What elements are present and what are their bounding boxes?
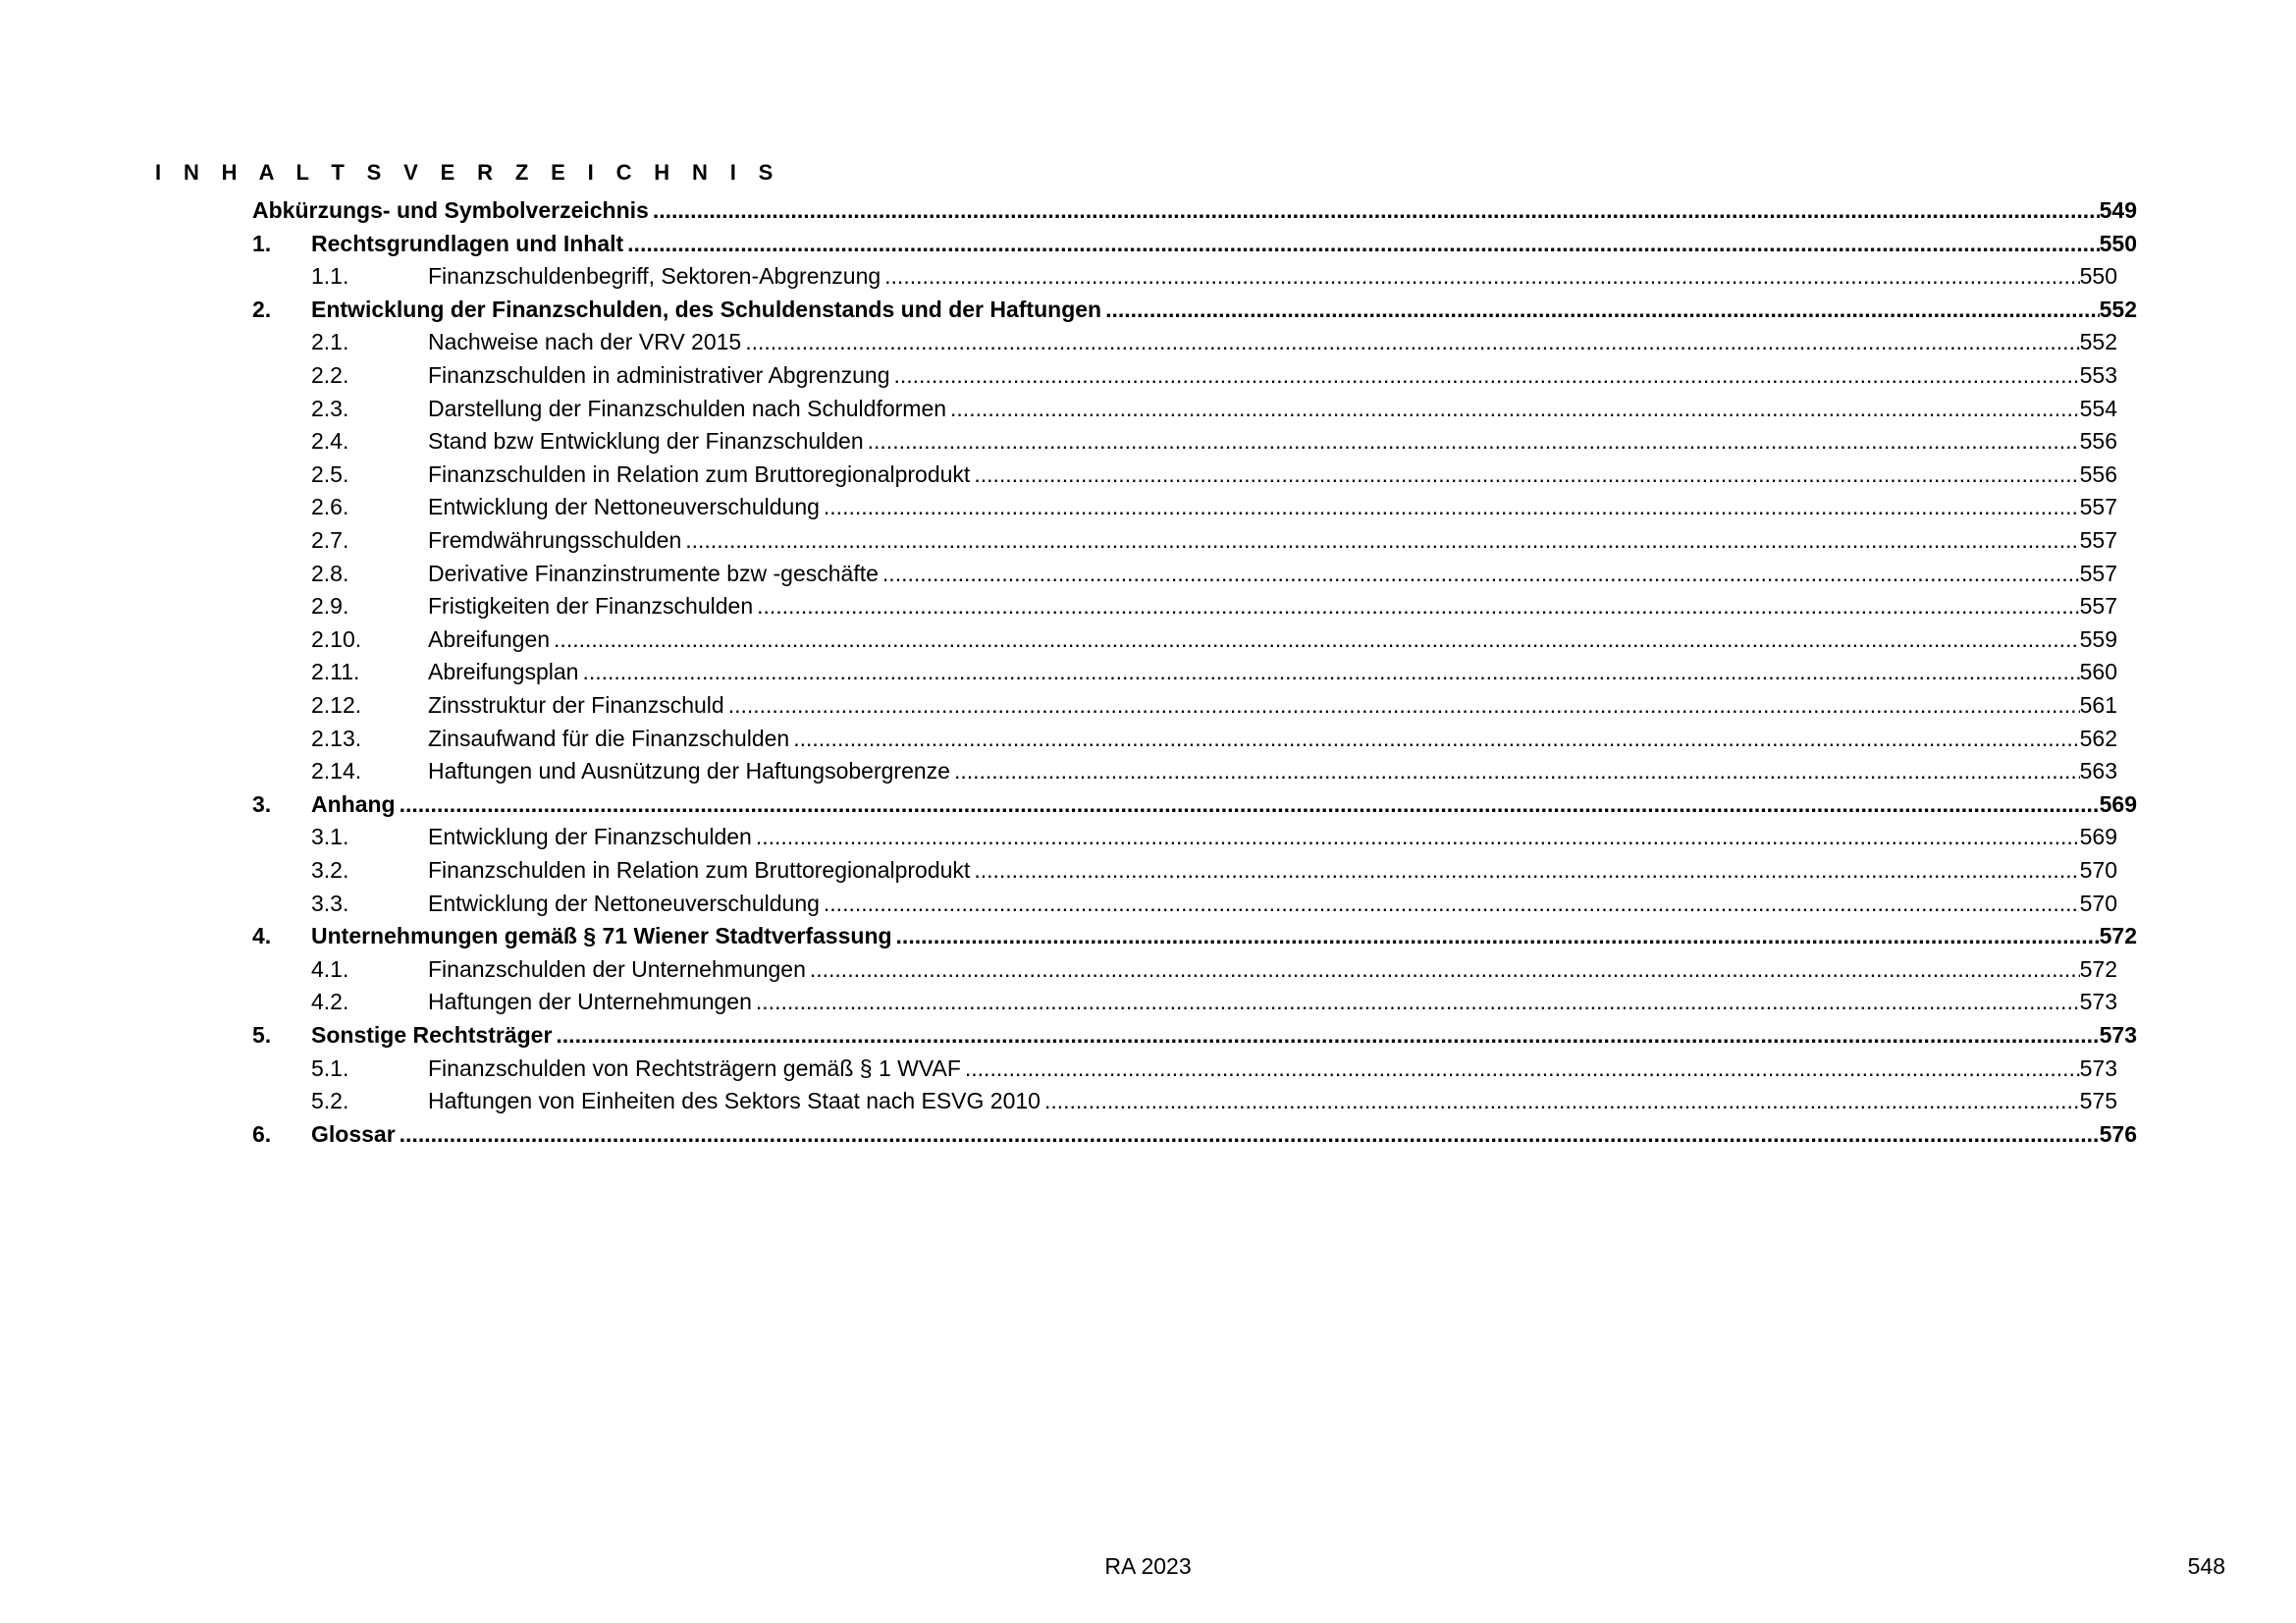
toc-entry-page: 557 bbox=[2079, 560, 2117, 586]
toc-entry-page: 575 bbox=[2079, 1088, 2117, 1114]
toc-entry-number: 1. bbox=[252, 230, 272, 256]
toc-entry-number: 2.8. bbox=[311, 560, 349, 586]
toc-entry-number: 1.1. bbox=[311, 263, 349, 290]
toc-entry-title: Entwicklung der Finanzschulden, des Schuldenstands und der Haftungen bbox=[311, 296, 1102, 322]
toc-entry-number: 2.9. bbox=[311, 593, 349, 620]
toc-entry-page: 554 bbox=[2079, 395, 2117, 421]
toc-entry-title: Finanzschuldenbegriff, Sektoren-Abgrenzung bbox=[428, 263, 881, 290]
toc-entry-title: Haftungen der Unternehmungen bbox=[428, 989, 752, 1015]
toc-entry-page: 569 bbox=[2079, 824, 2117, 850]
toc-entry-number: 2.4. bbox=[311, 428, 349, 455]
toc-section-entry[interactable] bbox=[311, 887, 2117, 920]
toc-entry-title: Glossar bbox=[311, 1120, 396, 1147]
toc-entry-title: Finanzschulden in Relation zum Bruttoregionalprodukt bbox=[428, 460, 971, 487]
toc-chapter-entry[interactable] bbox=[252, 1117, 2137, 1151]
toc-section-entry[interactable] bbox=[311, 688, 2117, 722]
toc-entry-number: 4.2. bbox=[311, 989, 349, 1015]
toc-entry-title: Zinsstruktur der Finanzschuld bbox=[428, 692, 724, 718]
toc-entry-page: 569 bbox=[2099, 790, 2137, 817]
toc-section-entry[interactable] bbox=[311, 853, 2117, 887]
toc-chapter-entry[interactable] bbox=[252, 293, 2137, 326]
toc-dot-leader bbox=[627, 227, 2099, 260]
toc-entry-title: Haftungen und Ausnützung der Haftungsobergrenze bbox=[428, 758, 950, 784]
toc-chapter-entry[interactable] bbox=[252, 1018, 2137, 1052]
toc-section-entry[interactable] bbox=[311, 458, 2117, 491]
toc-section-entry[interactable] bbox=[311, 259, 2117, 293]
toc-dot-leader bbox=[884, 259, 2079, 293]
toc-entry-number: 2.5. bbox=[311, 460, 349, 487]
toc-entry-title: Darstellung der Finanzschulden nach Schuldformen bbox=[428, 395, 947, 421]
toc-dot-leader bbox=[757, 589, 2080, 622]
toc-entry-page: 573 bbox=[2079, 989, 2117, 1015]
toc-entry-number: 2. bbox=[252, 296, 272, 322]
toc-entry-page: 576 bbox=[2099, 1120, 2137, 1147]
toc-entry-number: 6. bbox=[252, 1120, 272, 1147]
toc-dot-leader bbox=[685, 523, 2079, 557]
toc-entry-title: Zinsaufwand für die Finanzschulden bbox=[428, 725, 790, 751]
toc-section-entry[interactable] bbox=[311, 985, 2117, 1018]
toc-entry-title: Nachweise nach der VRV 2015 bbox=[428, 329, 742, 355]
toc-dot-leader bbox=[882, 557, 2080, 590]
toc-entry-page: 563 bbox=[2079, 758, 2117, 784]
toc-entry-number: 2.14. bbox=[311, 758, 362, 784]
toc-entry-number: 2.12. bbox=[311, 692, 362, 718]
toc-chapter-entry[interactable] bbox=[252, 193, 2137, 227]
toc-entry-title: Unternehmungen gemäß § 71 Wiener Stadtverfassung bbox=[311, 923, 892, 949]
toc-chapter-entry[interactable] bbox=[252, 227, 2137, 260]
toc-entry-page: 557 bbox=[2079, 593, 2117, 620]
toc-entry-number: 5. bbox=[252, 1022, 272, 1048]
toc-entry-number: 4.1. bbox=[311, 955, 349, 982]
toc-dot-leader bbox=[894, 358, 2080, 392]
toc-entry-page: 572 bbox=[2099, 923, 2137, 949]
toc-section-entry[interactable] bbox=[311, 589, 2117, 622]
toc-section-entry[interactable] bbox=[311, 358, 2117, 392]
toc-section-entry[interactable] bbox=[311, 392, 2117, 425]
toc-dot-leader bbox=[868, 424, 2080, 458]
toc-section-entry[interactable] bbox=[311, 1052, 2117, 1085]
toc-dot-leader bbox=[556, 1018, 2099, 1052]
toc-entry-title: Entwicklung der Finanzschulden bbox=[428, 824, 752, 850]
toc-entry-number: 2.2. bbox=[311, 362, 349, 388]
toc-entry-page: 570 bbox=[2079, 857, 2117, 883]
toc-entry-page: 550 bbox=[2099, 230, 2137, 256]
toc-entry-page: 550 bbox=[2079, 263, 2117, 290]
toc-dot-leader bbox=[824, 887, 2080, 920]
toc-section-entry[interactable] bbox=[311, 325, 2117, 358]
toc-dot-leader bbox=[745, 325, 2079, 358]
toc-section-entry[interactable] bbox=[311, 490, 2117, 523]
toc-entry-number: 3.1. bbox=[311, 824, 349, 850]
toc-entry-title: Abkürzungs- und Symbolverzeichnis bbox=[252, 197, 649, 223]
toc-entry-number: 3.3. bbox=[311, 890, 349, 916]
toc-entry-title: Sonstige Rechtsträger bbox=[311, 1022, 553, 1048]
toc-entry-number: 2.7. bbox=[311, 527, 349, 553]
toc-dot-leader bbox=[554, 622, 2080, 656]
toc-chapter-entry[interactable] bbox=[252, 919, 2137, 952]
toc-entry-title: Rechtsgrundlagen und Inhalt bbox=[311, 230, 624, 256]
toc-section-entry[interactable] bbox=[311, 424, 2117, 458]
toc-entry-title: Abreifungsplan bbox=[428, 659, 579, 685]
toc-dot-leader bbox=[965, 1052, 2080, 1085]
toc-entry-page: 549 bbox=[2099, 197, 2137, 223]
toc-entry-number: 2.11. bbox=[311, 659, 360, 685]
toc-entry-title: Fristigkeiten der Finanzschulden bbox=[428, 593, 754, 620]
toc-dot-leader bbox=[896, 919, 2100, 952]
toc-entry-number: 2.1. bbox=[311, 329, 349, 355]
toc-section-entry[interactable] bbox=[311, 754, 2117, 787]
toc-entry-page: 552 bbox=[2099, 296, 2137, 322]
toc-dot-leader bbox=[1105, 293, 2100, 326]
toc-section-entry[interactable] bbox=[311, 523, 2117, 557]
toc-dot-leader bbox=[400, 1117, 2100, 1151]
toc-entry-number: 5.2. bbox=[311, 1088, 349, 1114]
toc-entry-page: 560 bbox=[2079, 659, 2117, 685]
toc-entry-page: 559 bbox=[2079, 625, 2117, 652]
toc-dot-leader bbox=[728, 688, 2080, 722]
toc-section-entry[interactable] bbox=[311, 557, 2117, 590]
toc-dot-leader bbox=[756, 820, 2080, 853]
toc-dot-leader bbox=[400, 787, 2100, 821]
toc-entry-page: 552 bbox=[2079, 329, 2117, 355]
toc-dot-leader bbox=[974, 458, 2079, 491]
toc-dot-leader bbox=[653, 193, 2100, 227]
toc-entry-page: 561 bbox=[2079, 692, 2117, 718]
toc-entry-title: Abreifungen bbox=[428, 625, 551, 652]
toc-dot-leader bbox=[950, 392, 2080, 425]
toc-dot-leader bbox=[954, 754, 2080, 787]
toc-entry-title: Fremdwährungsschulden bbox=[428, 527, 682, 553]
toc-entry-page: 557 bbox=[2079, 527, 2117, 553]
toc-entry-title: Finanzschulden in administrativer Abgrenzung bbox=[428, 362, 890, 388]
toc-section-entry[interactable] bbox=[311, 722, 2117, 755]
toc-entry-title: Finanzschulden von Rechtsträgern gemäß § 1 WVAF bbox=[428, 1055, 961, 1081]
toc-section-entry[interactable] bbox=[311, 655, 2117, 688]
toc-section-entry[interactable] bbox=[311, 1084, 2117, 1117]
toc-entry-title: Haftungen von Einheiten des Sektors Staat nach ESVG 2010 bbox=[428, 1088, 1041, 1114]
toc-entry-number: 5.1. bbox=[311, 1055, 349, 1081]
toc-chapter-entry[interactable] bbox=[252, 787, 2137, 821]
toc-entry-page: 572 bbox=[2079, 955, 2117, 982]
toc-dot-leader bbox=[974, 853, 2079, 887]
toc-dot-leader bbox=[793, 722, 2079, 755]
toc-entry-title: Entwicklung der Nettoneuverschuldung bbox=[428, 890, 820, 916]
toc-entry-title: Finanzschulden in Relation zum Bruttoregionalprodukt bbox=[428, 857, 971, 883]
toc-entry-page: 573 bbox=[2099, 1022, 2137, 1048]
toc-dot-leader bbox=[756, 985, 2080, 1018]
toc-dot-leader bbox=[824, 490, 2080, 523]
toc-entry-number: 2.6. bbox=[311, 494, 349, 520]
toc-entry-title: Derivative Finanzinstrumente bzw -geschäfte bbox=[428, 560, 879, 586]
toc-heading: I N H A L T S V E R Z E I C H N I S bbox=[155, 160, 781, 185]
toc-entry-number: 3. bbox=[252, 790, 272, 817]
toc-entry-title: Finanzschulden der Unternehmungen bbox=[428, 955, 806, 982]
toc-entry-number: 2.10. bbox=[311, 625, 362, 652]
toc-entry-title: Anhang bbox=[311, 790, 396, 817]
toc-entry-page: 570 bbox=[2079, 890, 2117, 916]
toc-section-entry[interactable] bbox=[311, 622, 2117, 656]
toc-entry-number: 2.3. bbox=[311, 395, 349, 421]
toc-dot-leader bbox=[810, 952, 2080, 986]
toc-entry-page: 556 bbox=[2079, 428, 2117, 455]
toc-entry-number: 3.2. bbox=[311, 857, 349, 883]
toc-dot-leader bbox=[582, 655, 2079, 688]
toc-entry-title: Entwicklung der Nettoneuverschuldung bbox=[428, 494, 820, 520]
toc-section-entry[interactable] bbox=[311, 952, 2117, 986]
toc-section-entry[interactable] bbox=[311, 820, 2117, 853]
toc-entry-title: Stand bzw Entwicklung der Finanzschulden bbox=[428, 428, 864, 455]
footer-report-label: RA 2023 bbox=[1104, 1553, 1192, 1579]
toc-entry-page: 573 bbox=[2079, 1055, 2117, 1081]
toc-entry-number: 2.13. bbox=[311, 725, 362, 751]
toc-entry-page: 562 bbox=[2079, 725, 2117, 751]
toc-entry-number: 4. bbox=[252, 923, 272, 949]
toc-dot-leader bbox=[1044, 1084, 2080, 1117]
toc-entry-page: 556 bbox=[2079, 460, 2117, 487]
toc-entry-page: 553 bbox=[2079, 362, 2117, 388]
toc-entry-page: 557 bbox=[2079, 494, 2117, 520]
footer-page-number: 548 bbox=[2187, 1553, 2225, 1579]
